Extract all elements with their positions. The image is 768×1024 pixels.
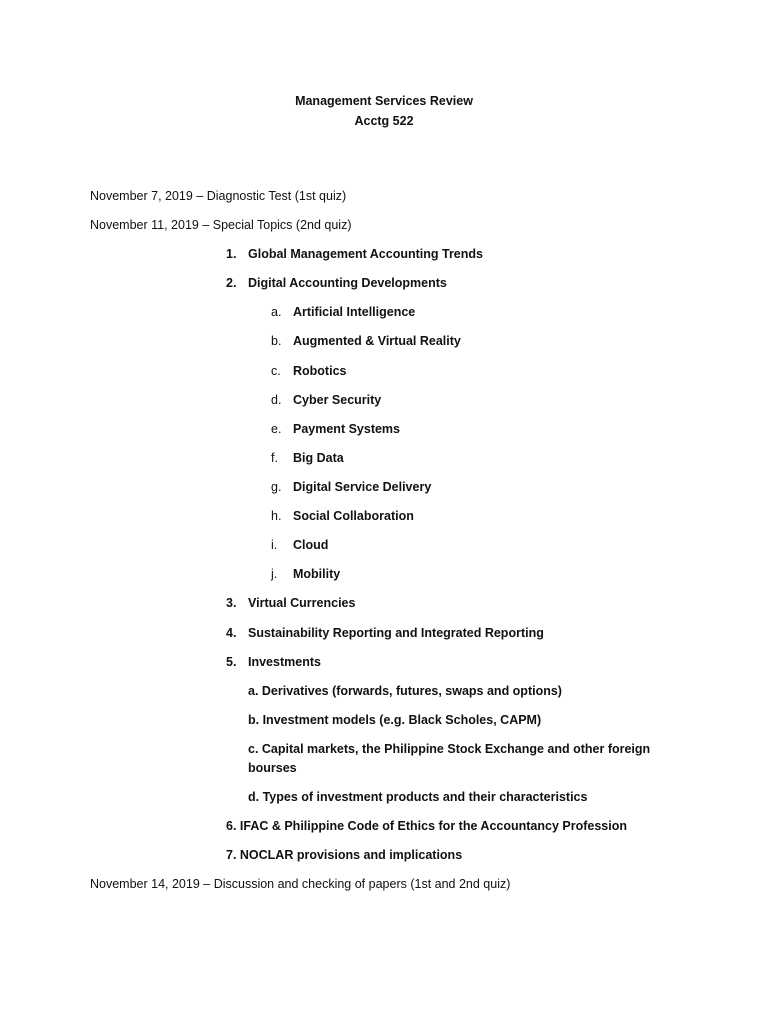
subtopic-label: Artificial Intelligence [293, 305, 416, 319]
subtopic-label: Cyber Security [293, 393, 382, 407]
subtopic-letter: j. [271, 567, 278, 581]
investment-subtopic-continuation: bourses [248, 761, 297, 775]
subtopic-letter: a. [271, 305, 282, 319]
topic-4-number: 4. [226, 626, 237, 640]
document-title: Management Services Review [295, 94, 473, 108]
topic-1-label: Global Management Accounting Trends [248, 247, 483, 261]
topic-5-label: Investments [248, 655, 321, 669]
schedule-entry-nov11: November 11, 2019 – Special Topics (2nd quiz) [90, 218, 352, 232]
course-code: Acctg 522 [354, 114, 414, 128]
subtopic-label: Payment Systems [293, 422, 401, 436]
topic-6-label: 6. IFAC & Philippine Code of Ethics for the Accountancy Profession [226, 819, 627, 833]
topic-2-label: Digital Accounting Developments [248, 276, 447, 290]
subtopic-letter: b. [271, 334, 282, 348]
topic-1-number: 1. [226, 247, 237, 261]
subtopic-letter: g. [271, 480, 282, 494]
subtopic-label: Augmented & Virtual Reality [293, 334, 461, 348]
subtopic-letter: d. [271, 393, 282, 407]
subtopic-letter: i. [271, 538, 278, 552]
subtopic-label: Digital Service Delivery [293, 480, 432, 494]
topic-3-number: 3. [226, 596, 237, 610]
investment-subtopic: a. Derivatives (forwards, futures, swaps and options) [248, 684, 562, 698]
topic-5-number: 5. [226, 655, 237, 669]
investment-subtopic: d. Types of investment products and their characteristics [248, 790, 588, 804]
topic-7-label: 7. NOCLAR provisions and implications [226, 848, 463, 862]
subtopic-letter: f. [271, 451, 278, 465]
subtopic-label: Cloud [293, 538, 329, 552]
subtopic-letter: c. [271, 364, 281, 378]
investment-subtopic: c. Capital markets, the Philippine Stock Exchange and other foreign [248, 742, 651, 756]
investment-subtopic: b. Investment models (e.g. Black Scholes, CAPM) [248, 713, 542, 727]
topic-2-number: 2. [226, 276, 237, 290]
subtopic-label: Social Collaboration [293, 509, 414, 523]
subtopic-label: Robotics [293, 364, 347, 378]
schedule-entry-nov14: November 14, 2019 – Discussion and checking of papers (1st and 2nd quiz) [90, 877, 511, 891]
subtopic-letter: h. [271, 509, 282, 523]
topic-4-label: Sustainability Reporting and Integrated Reporting [248, 626, 544, 640]
schedule-entry-nov7: November 7, 2019 – Diagnostic Test (1st quiz) [90, 189, 347, 203]
topic-3-label: Virtual Currencies [248, 596, 356, 610]
subtopic-label: Big Data [293, 451, 344, 465]
subtopic-letter: e. [271, 422, 282, 436]
subtopic-label: Mobility [293, 567, 341, 581]
